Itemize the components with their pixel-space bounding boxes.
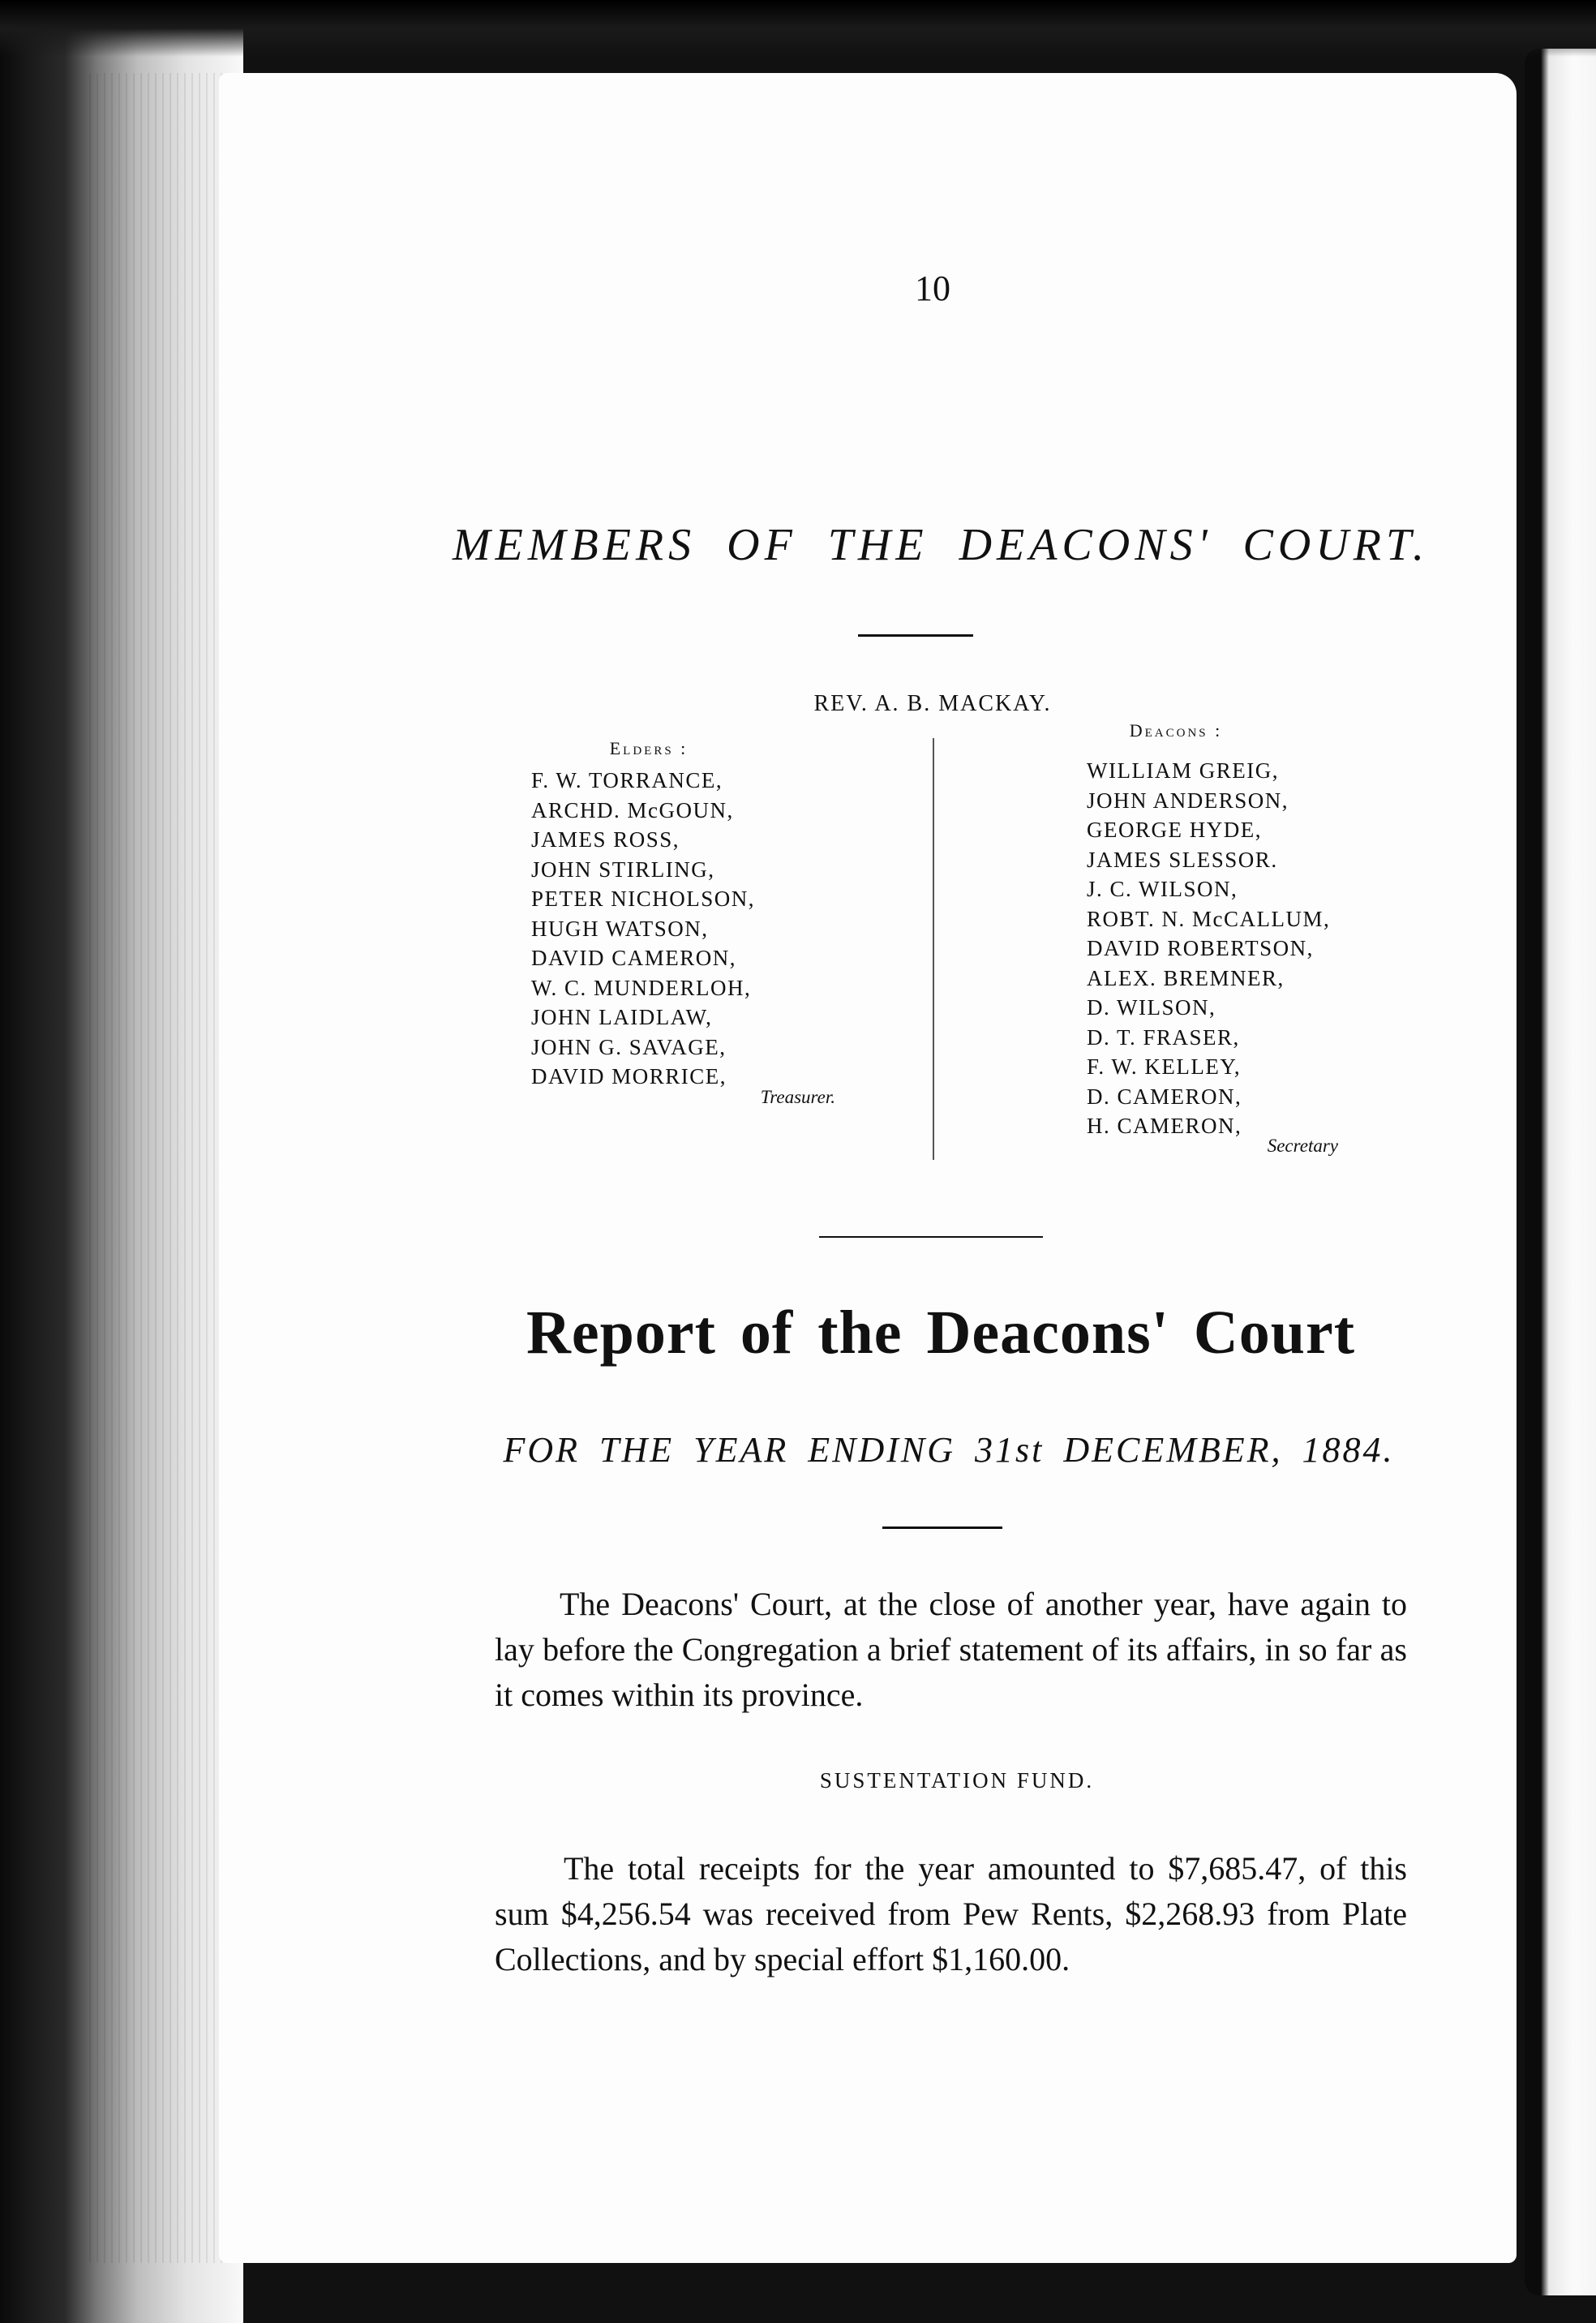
treasurer-label: Treasurer. — [760, 1087, 835, 1107]
elder-name: DAVID MORRICE, — [531, 1064, 727, 1089]
elder-name: JOHN G. SAVAGE, — [531, 1034, 727, 1059]
title-rule — [858, 634, 973, 637]
deacon-name: JOHN ANDERSON, — [1087, 788, 1289, 813]
elder-name: HUGH WATSON, — [531, 916, 709, 941]
deacon-name: D. CAMERON, — [1087, 1084, 1242, 1109]
elder-name: JOHN LAIDLAW, — [531, 1005, 713, 1029]
deacon-name: H. CAMERON, — [1087, 1114, 1242, 1138]
minister-name: REV. A. B. MACKAY. — [813, 691, 1052, 716]
deacon-name: ROBT. N. McCALLUM, — [1087, 906, 1331, 931]
deacon-name: J. C. WILSON, — [1087, 877, 1238, 901]
deacon-name: DAVID ROBERTSON, — [1087, 936, 1314, 960]
report-year-line: FOR THE YEAR ENDING 31st DECEMBER, 1884. — [503, 1430, 1395, 1470]
deacon-name: F. W. KELLEY, — [1087, 1054, 1242, 1079]
report-rule — [882, 1526, 1002, 1529]
intro-paragraph: The Deacons' Court, at the close of another year, have again to lay before the Congregation a brief statement of its affairs, in so far as it comes within its province. — [495, 1586, 1407, 1713]
scan-top-shadow — [0, 0, 1596, 57]
section-rule — [819, 1236, 1043, 1238]
deacon-name: JAMES SLESSOR. — [1087, 847, 1278, 872]
elder-name: DAVID CAMERON, — [531, 946, 737, 970]
column-divider — [933, 738, 934, 1160]
deacon-name: ALEX. BREMNER, — [1087, 965, 1285, 990]
report-title: Report of the Deacons' Court — [526, 1299, 1356, 1367]
elder-name: F. W. TORRANCE, — [531, 768, 723, 792]
elder-name: W. C. MUNDERLOH, — [531, 975, 752, 1000]
elders-list — [531, 766, 872, 1092]
sustentation-heading: SUSTENTATION FUND. — [819, 1768, 1095, 1793]
page-number: 10 — [915, 268, 950, 308]
deacon-name: D. WILSON, — [1087, 995, 1216, 1020]
facing-page-edge — [1525, 49, 1596, 2295]
members-title: MEMBERS OF THE DEACONS' COURT. — [453, 520, 1429, 570]
deacon-name: WILLIAM GREIG, — [1087, 758, 1279, 783]
deacon-name: D. T. FRASER, — [1087, 1024, 1240, 1050]
elders-heading: Elders : — [609, 738, 689, 758]
deacons-heading: Deacons : — [1129, 720, 1223, 741]
elder-name: ARCHD. McGOUN, — [531, 797, 734, 822]
deacon-name: GEORGE HYDE, — [1087, 818, 1262, 842]
elder-name: PETER NICHOLSON, — [531, 887, 756, 911]
elder-name: JAMES ROSS, — [531, 827, 680, 852]
receipts-paragraph: The total receipts for the year amounted to $7,685.47, of this sum $4,256.54 was received from Pew Rents, $2,268.93 from Plate Collections, and by special effort $1,160.00. — [495, 1850, 1407, 1977]
elder-name: JOHN STIRLING, — [531, 857, 715, 882]
deacons-list — [1087, 756, 1427, 1141]
secretary-label: Secretary — [1267, 1136, 1338, 1156]
